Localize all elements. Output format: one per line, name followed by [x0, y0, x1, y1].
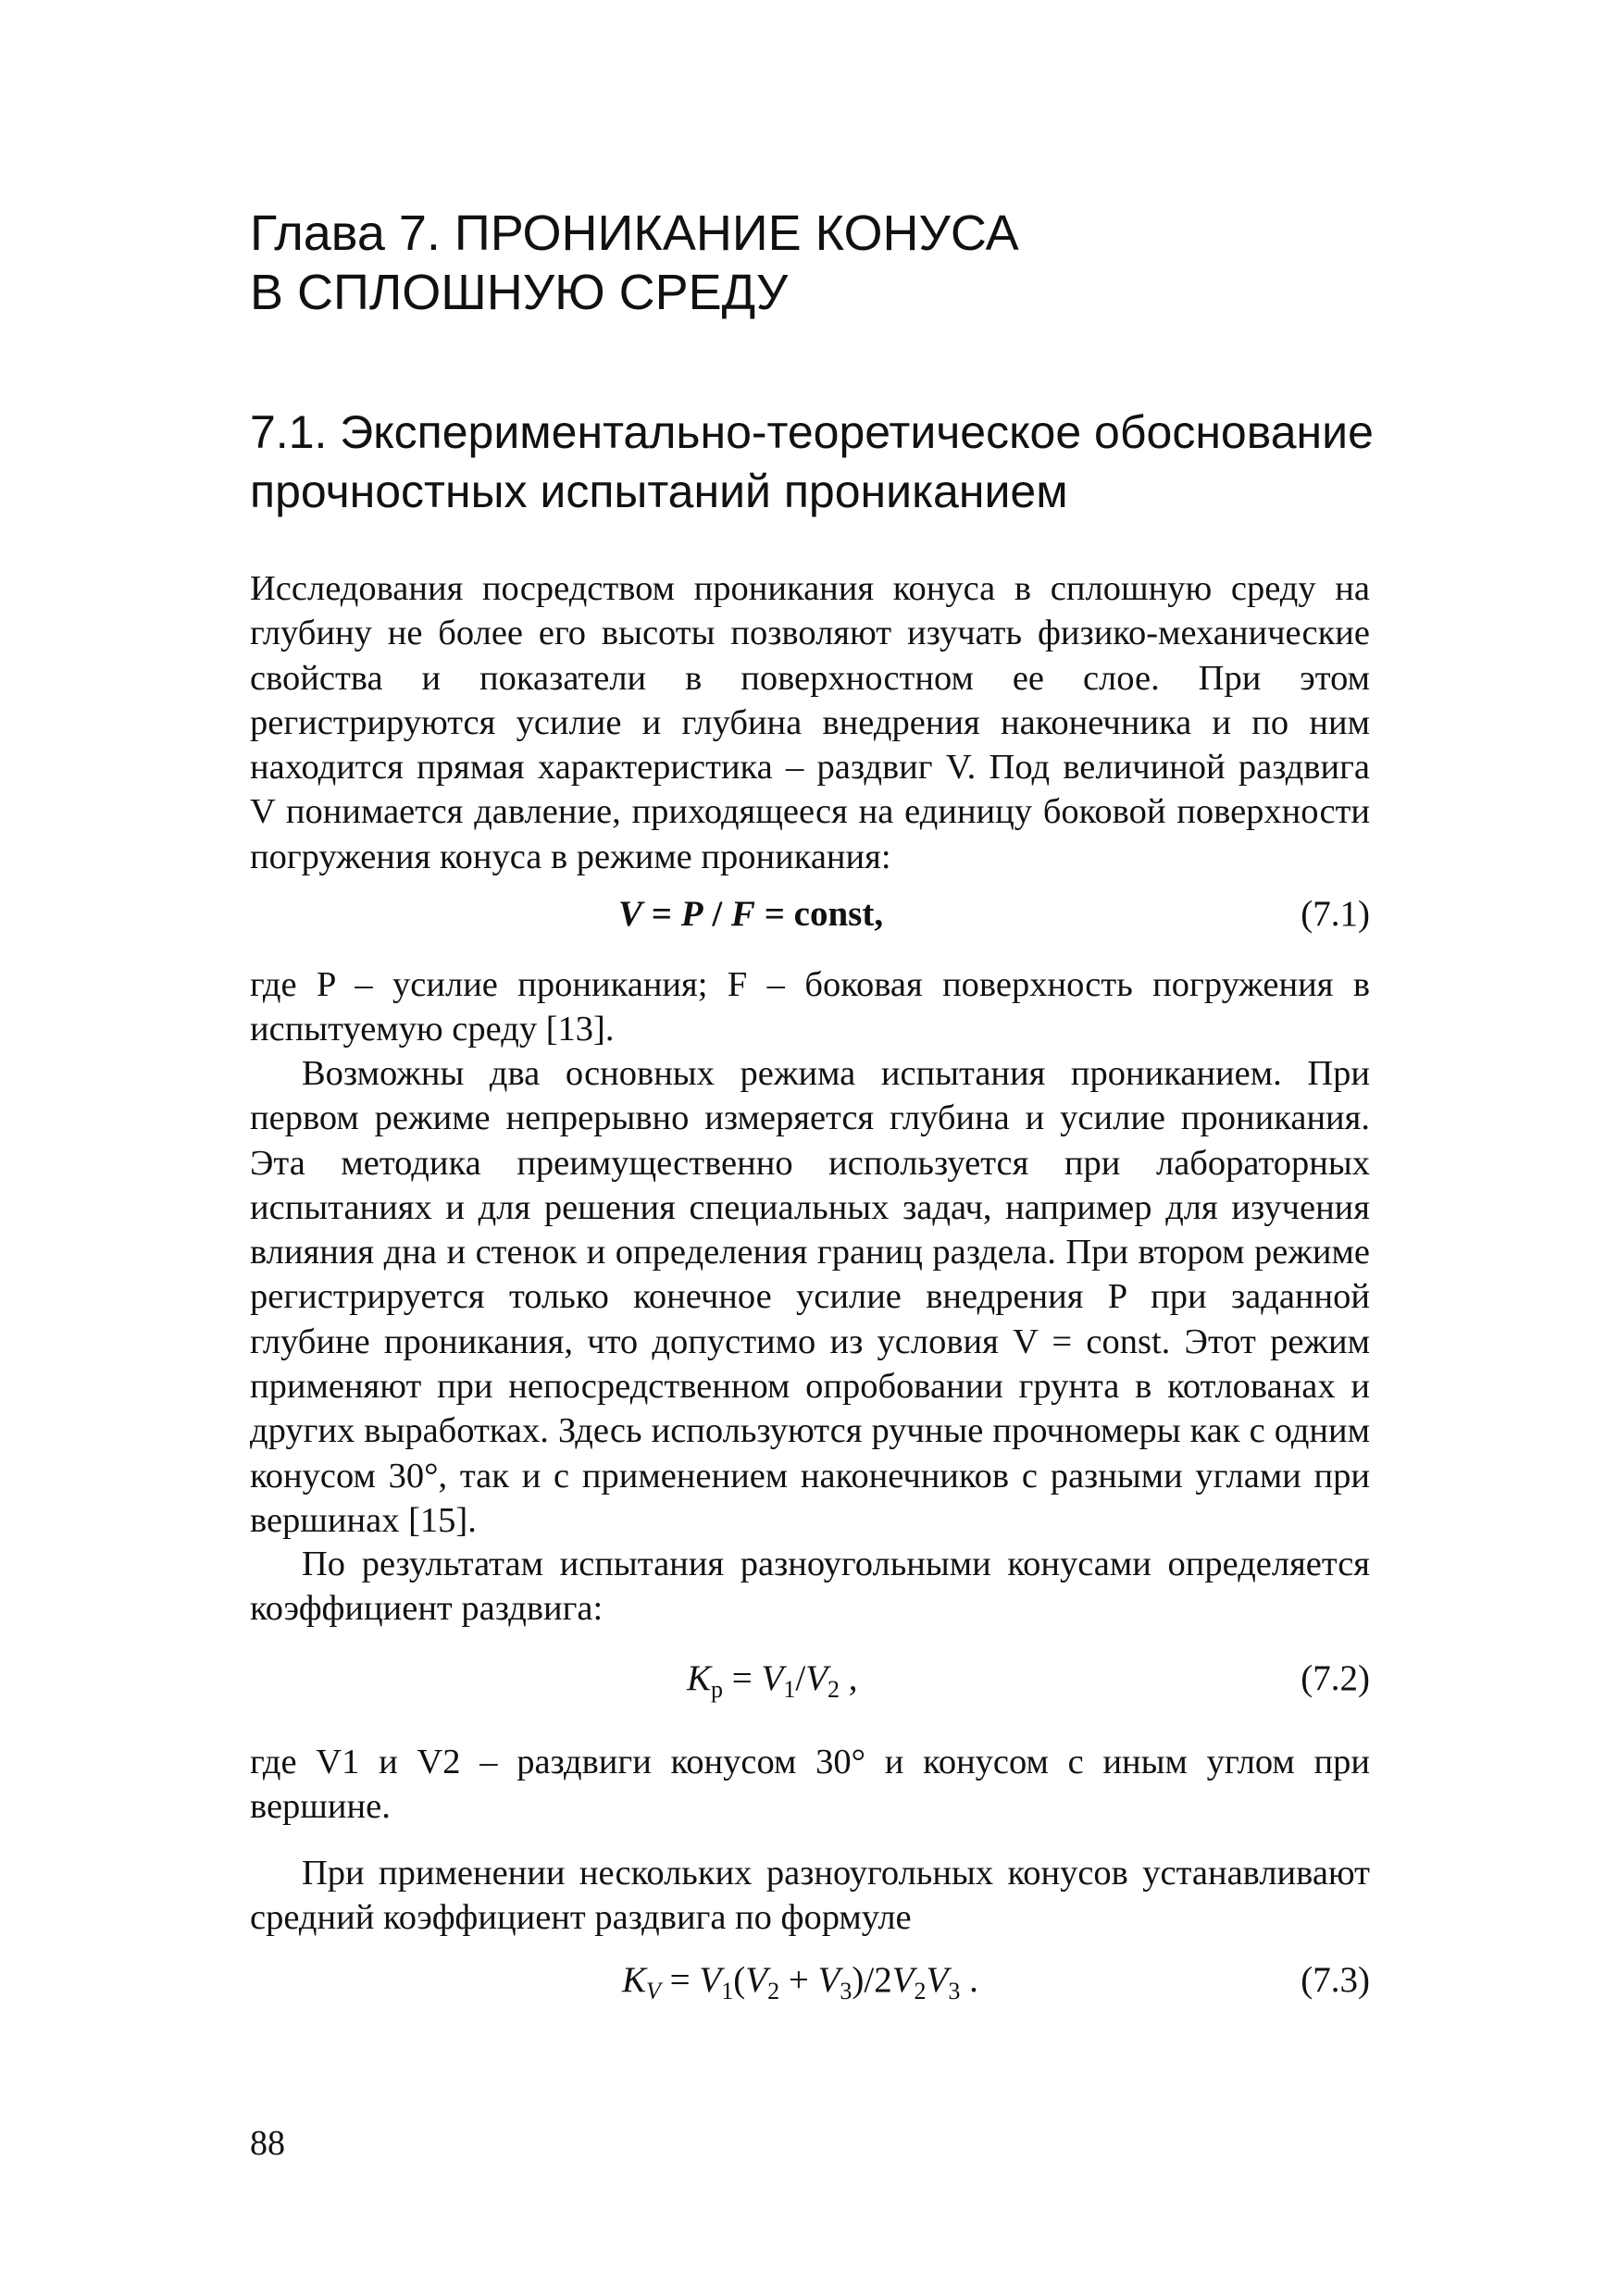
chapter-title-line-2: В СПЛОШНУЮ СРЕДУ — [250, 265, 789, 320]
formula-term: V — [761, 1658, 784, 1698]
formula-term: )/2 — [852, 1960, 892, 2000]
page-number: 88 — [250, 2124, 285, 2163]
formula-7-1-expression — [618, 888, 883, 940]
paragraph-test-modes: Возможны два основных режима испытания прониканием. При первом режиме непрерывно измеряется глубина и усилие проникания. Эта методика преимущественно используется при лабораторных испытаниях и для решения специальных задач, например для изучения влияния дна и стенок и определения границ раздела. При втором режиме регистрируется только конечное усилие внедрения P при заданной глубине проникания, что допустимо из условия V = const. Этот режим применяют при непосредственном опробовании грунта в котлованах и других выработках. Здесь используются ручные прочномеры как с одним конусом 30°, так и с применением наконечников с разными углами при вершинах [15]. — [250, 1054, 1370, 1540]
formula-subscript: 3 — [948, 1978, 961, 2004]
where-v1-v2-text: где V1 и V2 – раздвиги конусом 30° и конусом с иным углом при вершине. — [250, 1743, 1370, 1827]
formula-term: K — [622, 1960, 647, 2000]
formula-7-3 — [250, 1955, 1370, 2006]
formula-term: = const, — [754, 894, 884, 934]
formula-term: = — [642, 894, 681, 934]
formula-7-3-expression — [622, 1955, 978, 2006]
section-title-line-1: 7.1. Экспериментально-теоретическое обоснование — [250, 406, 1374, 458]
formula-subscript: 2 — [767, 1978, 780, 2004]
formula-term: V — [805, 1658, 828, 1698]
formula-term: / — [703, 894, 731, 934]
formula-term: = — [723, 1658, 762, 1698]
formula-subscript: 1 — [783, 1676, 796, 1703]
paragraph-average-coefficient: При применении нескольких разноугольных конусов устанавливают средний коэффициент раздвига по формуле — [250, 1854, 1370, 1938]
formula-term: = — [660, 1960, 700, 2000]
formula-term: V — [817, 1960, 840, 2000]
formula-subscript: 3 — [840, 1978, 853, 2004]
formula-term: F — [730, 894, 755, 934]
formula-term: V — [745, 1960, 768, 2000]
formula-term: ( — [733, 1960, 746, 2000]
section-title-line-2: прочностных испытаний прониканием — [250, 465, 1068, 517]
formula-subscript: 2 — [828, 1676, 840, 1703]
formula-term: V — [891, 1960, 915, 2000]
formula-7-2-expression — [687, 1653, 858, 1705]
formula-term: + — [779, 1960, 818, 2000]
formula-subscript: р — [711, 1676, 724, 1703]
formula-7-1-number: (7.1) — [1301, 894, 1370, 934]
formula-7-3-number: (7.3) — [1301, 1960, 1370, 2000]
paragraph-where-p-f: где P – усилие проникания; F – боковая поверхность погружения в испытуемую среду [13]. — [250, 965, 1370, 1049]
formula-subscript: 2 — [914, 1978, 927, 2004]
paragraph-results: По результатам испытания разноугольными конусами определяется коэффициент раздвига: — [250, 1545, 1370, 1629]
formula-term: V — [926, 1960, 949, 2000]
paragraph-where-v1-v2 — [250, 1740, 1370, 1830]
formula-term: . — [960, 1960, 978, 2000]
formula-subscript: V — [646, 1978, 661, 2004]
formula-term: V — [618, 894, 643, 934]
paragraph-intro: Исследования посредством проникания конуса в сплошную среду на глубину не более его высоты позволяют изучать физико-механические свойства и показатели в поверхностном ее слое. При этом регистрируются усилие и глубина внедрения наконечника и по ним находится прямая характеристика – раздвиг V. Под величиной раздвига V понимается давление, приходящееся на единицу боковой поверхности погружения конуса в режиме проникания: — [250, 569, 1370, 876]
formula-term: P — [680, 894, 703, 934]
formula-term: K — [687, 1658, 712, 1698]
chapter-title-line-1: Глава 7. ПРОНИКАНИЕ КОНУСА — [250, 205, 1019, 261]
formula-7-2-number: (7.2) — [1301, 1658, 1370, 1698]
formula-term: V — [699, 1960, 722, 2000]
formula-term: / — [795, 1658, 806, 1698]
section-title — [250, 403, 1407, 521]
chapter-title — [250, 204, 1407, 322]
formula-term: , — [840, 1658, 858, 1698]
formula-7-2 — [250, 1653, 1370, 1705]
formula-7-1 — [250, 888, 1370, 940]
formula-subscript: 1 — [721, 1978, 734, 2004]
